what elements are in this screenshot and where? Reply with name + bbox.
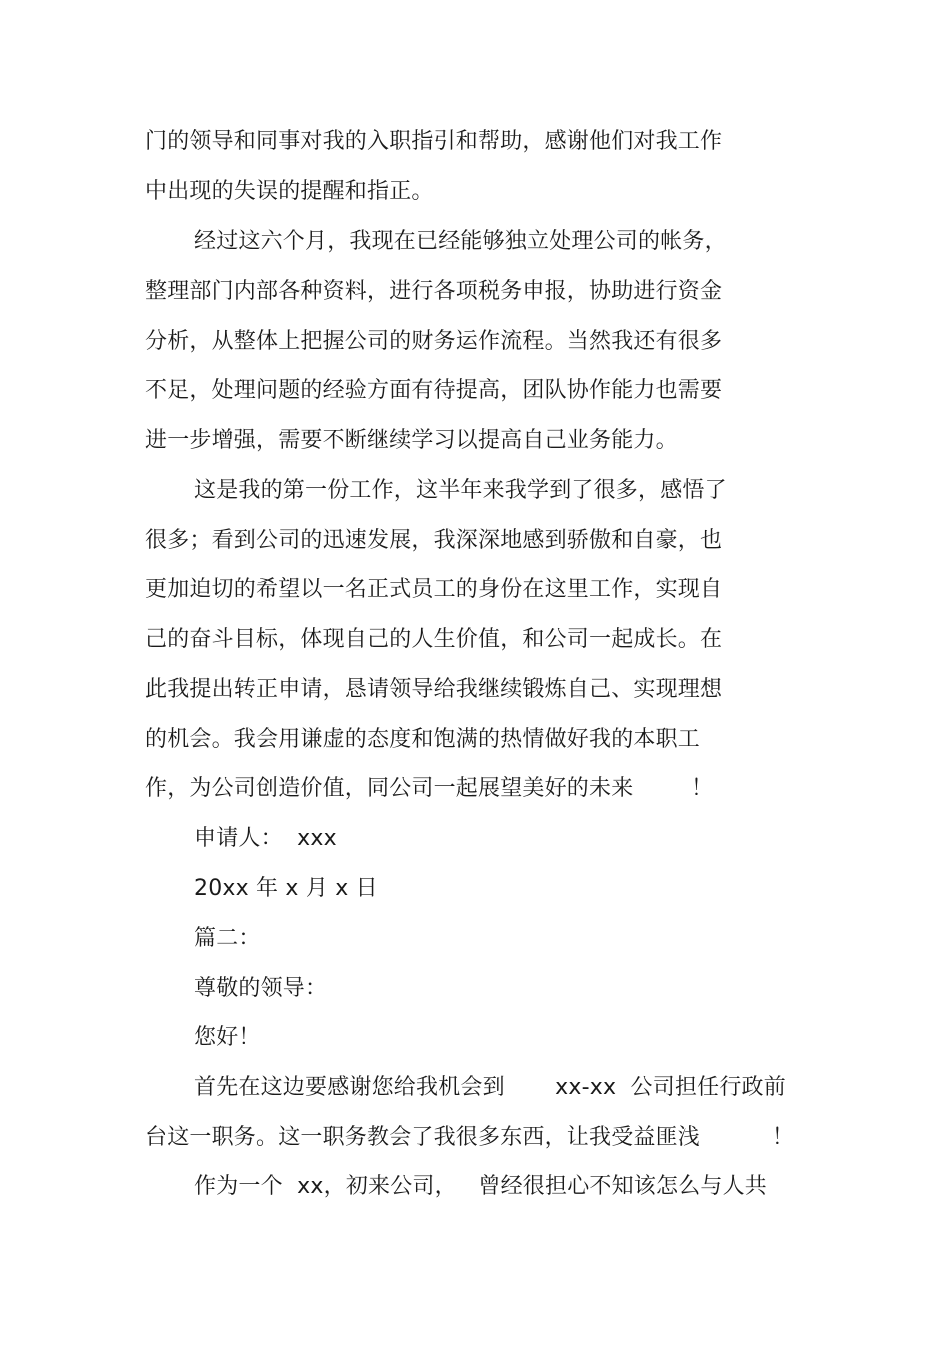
paragraph-start: 这是我的第一份工作，这半年来我学到了很多，感悟了	[194, 478, 727, 503]
text-line: 很多；看到公司的迅速发展，我深深地感到骄傲和自豪，也	[145, 528, 723, 553]
text-line: 台这一职务。这一职务教会了我很多东西，让我受益匪浅 ！	[145, 1125, 795, 1150]
text-line: 整理部门内部各种资料，进行各项税务申报，协助进行资金	[145, 279, 723, 304]
salutation: 尊敬的领导：	[194, 976, 328, 1001]
applicant-line: 申请人： xxx	[194, 826, 337, 851]
text-line: 中出现的失误的提醒和指正。	[145, 179, 434, 204]
date-line: 20xx 年 x 月 x 日	[194, 876, 378, 901]
text-line: 门的领导和同事对我的入职指引和帮助，感谢他们对我工作	[145, 129, 723, 154]
text-line: 此我提出转正申请，恳请领导给我继续锻炼自己、实现理想	[145, 677, 723, 702]
greeting: 您好！	[194, 1025, 261, 1050]
text-line: 的机会。我会用谦虚的态度和饱满的热情做好我的本职工	[145, 727, 701, 752]
paragraph-start: 经过这六个月，我现在已经能够独立处理公司的帐务，	[194, 229, 727, 254]
text-line: 进一步增强，需要不断继续学习以提高自己业务能力。	[145, 428, 678, 453]
text-line: 不足，处理问题的经验方面有待提高，团队协作能力也需要	[145, 378, 723, 403]
paragraph-start: 作为一个 xx，初来公司， 曾经很担心不知该怎么与人共	[194, 1174, 768, 1199]
paragraph-start: 首先在这边要感谢您给我机会到 xx-xx 公司担任行政前	[194, 1075, 786, 1100]
text-line: 己的奋斗目标，体现自己的人生价值，和公司一起成长。在	[145, 627, 723, 652]
text-line: 分析，从整体上把握公司的财务运作流程。当然我还有很多	[145, 329, 723, 354]
section-heading: 篇二：	[194, 926, 261, 951]
text-line: 作，为公司创造价值，同公司一起展望美好的未来 ！	[145, 776, 714, 801]
text-line: 更加迫切的希望以一名正式员工的身份在这里工作，实现自	[145, 577, 723, 602]
